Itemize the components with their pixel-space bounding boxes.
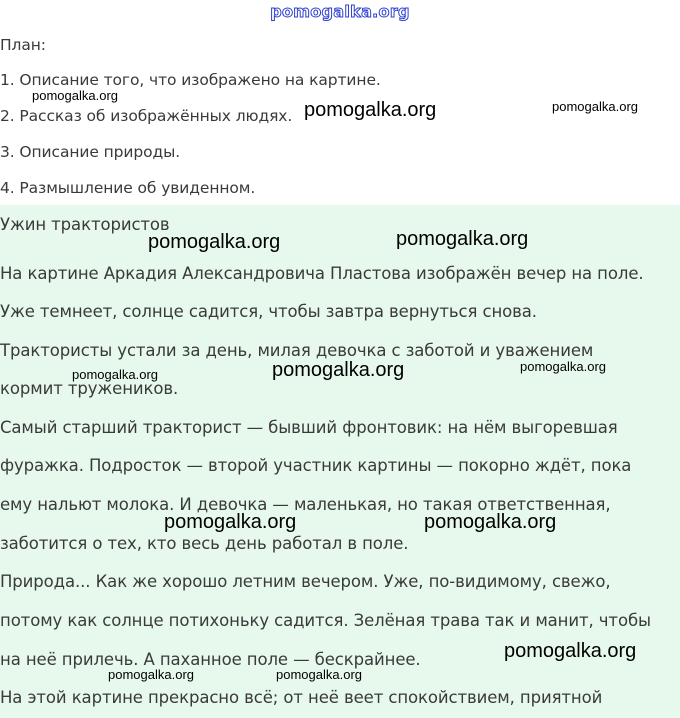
- plan-title: План:: [0, 36, 46, 54]
- watermark: pomogalka.org: [304, 99, 437, 121]
- essay-line: Трактористы устали за день, милая девочка с заботой и уважением: [0, 341, 594, 360]
- essay-line: Природа... Как же хорошо летним вечером. Уже, по-видимому, свежо,: [0, 572, 611, 591]
- essay-line: На картине Аркадия Александровича Пластова изображён вечер на поле.: [0, 264, 644, 283]
- essay-line: потому как солнце потихоньку садится. Зелёная трава так и манит, чтобы: [0, 611, 651, 630]
- plan-item: 3. Описание природы.: [0, 143, 181, 161]
- watermark: pomogalka.org: [396, 228, 529, 250]
- essay-line: На этой картине прекрасно всё; от неё веет спокойствием, приятной: [0, 688, 603, 707]
- watermark: pomogalka.org: [72, 367, 158, 382]
- essay-title: Ужин трактористов: [0, 215, 170, 234]
- watermark: pomogalka.org: [552, 99, 638, 114]
- watermark: pomogalka.org: [424, 511, 557, 533]
- essay-line: Уже темнеет, солнце садится, чтобы завтра вернуться снова.: [0, 302, 537, 321]
- watermark: pomogalka.org: [148, 231, 281, 253]
- essay-line: заботится о тех, кто весь день работал в поле.: [0, 534, 409, 553]
- header-watermark: pomogalka.org: [270, 2, 410, 21]
- plan-item: 4. Размышление об увиденном.: [0, 179, 256, 197]
- watermark: pomogalka.org: [276, 667, 362, 682]
- watermark: pomogalka.org: [108, 667, 194, 682]
- watermark: pomogalka.org: [520, 359, 606, 374]
- essay-line: фуражка. Подросток — второй участник картины — покорно ждёт, пока: [0, 456, 632, 475]
- watermark: pomogalka.org: [504, 640, 637, 662]
- watermark: pomogalka.org: [32, 88, 118, 103]
- plan-item: 2. Рассказ об изображённых людях.: [0, 107, 293, 125]
- essay-line: Самый старший тракторист — бывший фронтовик: на нём выгоревшая: [0, 418, 618, 437]
- essay-line: кормит тружеников.: [0, 379, 179, 398]
- essay-line: на неё прилечь. А паханное поле — бескрайнее.: [0, 650, 421, 669]
- watermark: pomogalka.org: [272, 359, 405, 381]
- plan-item: 1. Описание того, что изображено на картине.: [0, 71, 381, 89]
- watermark: pomogalka.org: [164, 511, 297, 533]
- essay-line: ему нальют молока. И девочка — маленькая, но такая ответственная,: [0, 495, 611, 514]
